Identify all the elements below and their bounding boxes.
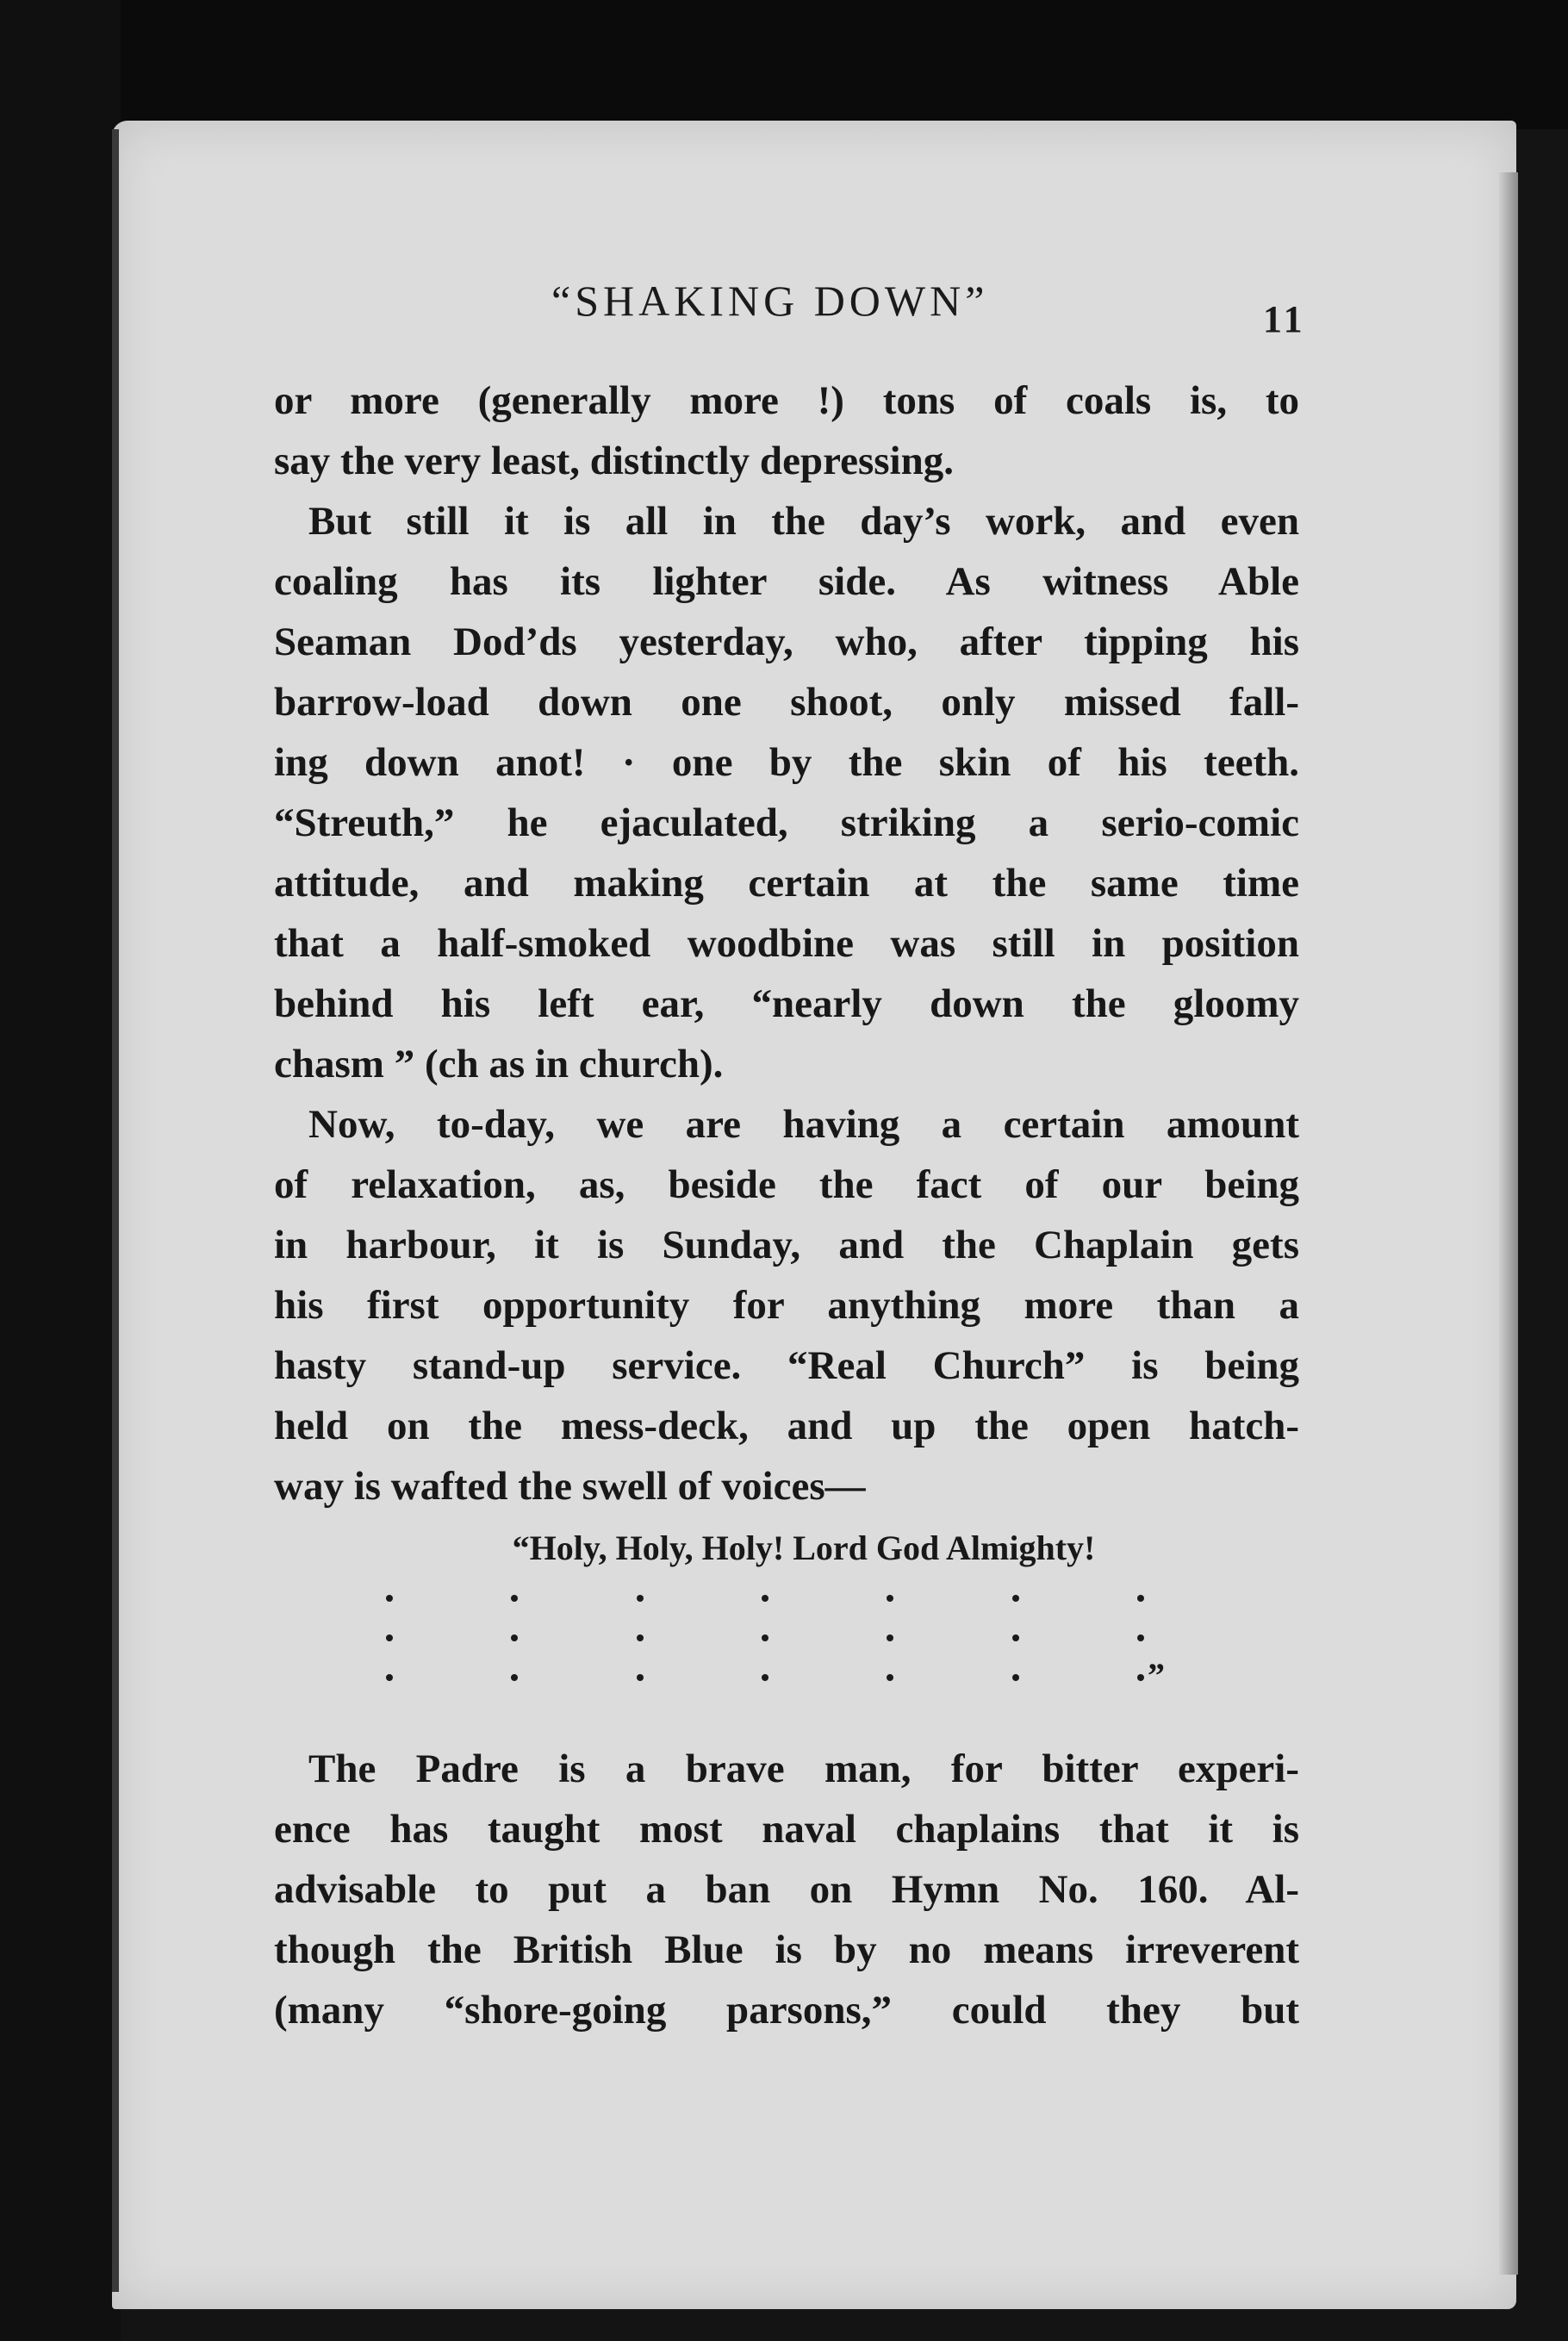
text-line: But still it is all in the day’s work, and even xyxy=(308,499,1299,544)
dot xyxy=(762,1634,768,1641)
dot xyxy=(1137,1634,1144,1641)
text-line: chasm ” (ch as in church). xyxy=(274,1042,724,1086)
running-title: “SHAKING DOWN” xyxy=(551,277,989,325)
text-line: or more (generally more !) tons of coals is, to xyxy=(274,378,1299,423)
dot xyxy=(887,1634,893,1641)
dot xyxy=(1137,1674,1144,1681)
text-line: advisable to put a ban on Hymn No. 160. Al- xyxy=(274,1867,1299,1912)
dot xyxy=(1012,1634,1019,1641)
scan-background-top xyxy=(0,0,1568,129)
text-line: in harbour, it is Sunday, and the Chaplain gets xyxy=(274,1223,1299,1267)
text-line: behind his left ear, “nearly down the gloomy xyxy=(274,981,1299,1026)
body-text xyxy=(274,370,1299,2040)
text-line: that a half-smoked woodbine was still in position xyxy=(274,921,1299,966)
dot xyxy=(511,1674,518,1681)
text-line: ing down anot! · one by the skin of his teeth. xyxy=(274,740,1299,785)
text-line: way is wafted the swell of voices— xyxy=(274,1464,866,1509)
dot xyxy=(887,1674,893,1681)
dot xyxy=(386,1634,393,1641)
dot xyxy=(386,1595,393,1602)
text-line: attitude, and making certain at the same time xyxy=(274,861,1299,906)
text-line: though the British Blue is by no means irreverent xyxy=(274,1927,1299,1972)
closing-quote-mark: ” xyxy=(1148,1656,1165,1695)
dot xyxy=(511,1634,518,1641)
dots-row xyxy=(386,1656,1165,1697)
text-line: (many “shore-going parsons,” could they but xyxy=(274,1988,1299,2033)
dot xyxy=(637,1595,644,1602)
text-line: Seaman Dod’ds yesterday, who, after tipping his xyxy=(274,619,1299,664)
hymn-quotation: “Holy, Holy, Holy! Lord God Almighty! xyxy=(512,1528,1096,1567)
page-spine-edge xyxy=(112,129,119,2292)
text-line: ence has taught most naval chaplains that it is xyxy=(274,1807,1299,1852)
text-line: of relaxation, as, beside the fact of our being xyxy=(274,1162,1299,1207)
text-line: hasty stand-up service. “Real Church” is being xyxy=(274,1343,1299,1388)
text-line: say the very least, distinctly depressing. xyxy=(274,439,954,483)
page-right-edge xyxy=(1499,172,1518,2275)
dots-row xyxy=(386,1618,1144,1658)
dot xyxy=(386,1674,393,1681)
page-number: 11 xyxy=(1263,298,1306,340)
text-line: held on the mess-deck, and up the open hatch- xyxy=(274,1404,1299,1448)
dot xyxy=(511,1595,518,1602)
text-line: Now, to-day, we are having a certain amount xyxy=(308,1102,1299,1147)
scan-background-left xyxy=(0,0,121,2341)
dot xyxy=(762,1595,768,1602)
text-line: The Padre is a brave man, for bitter experi- xyxy=(308,1746,1299,1791)
dots-row xyxy=(386,1578,1144,1618)
dot xyxy=(1137,1595,1144,1602)
dot xyxy=(637,1674,644,1681)
text-line: “Streuth,” he ejaculated, striking a serio-comic xyxy=(274,800,1299,845)
ellipsis-dots xyxy=(274,1578,1299,1697)
dot xyxy=(1012,1674,1019,1681)
text-line: his first opportunity for anything more than a xyxy=(274,1283,1299,1328)
dot xyxy=(762,1674,768,1681)
text-line: barrow-load down one shoot, only missed fall- xyxy=(274,680,1299,725)
dot xyxy=(1012,1595,1019,1602)
text-line: coaling has its lighter side. As witness Able xyxy=(274,559,1299,604)
dot xyxy=(887,1595,893,1602)
dot xyxy=(637,1634,644,1641)
